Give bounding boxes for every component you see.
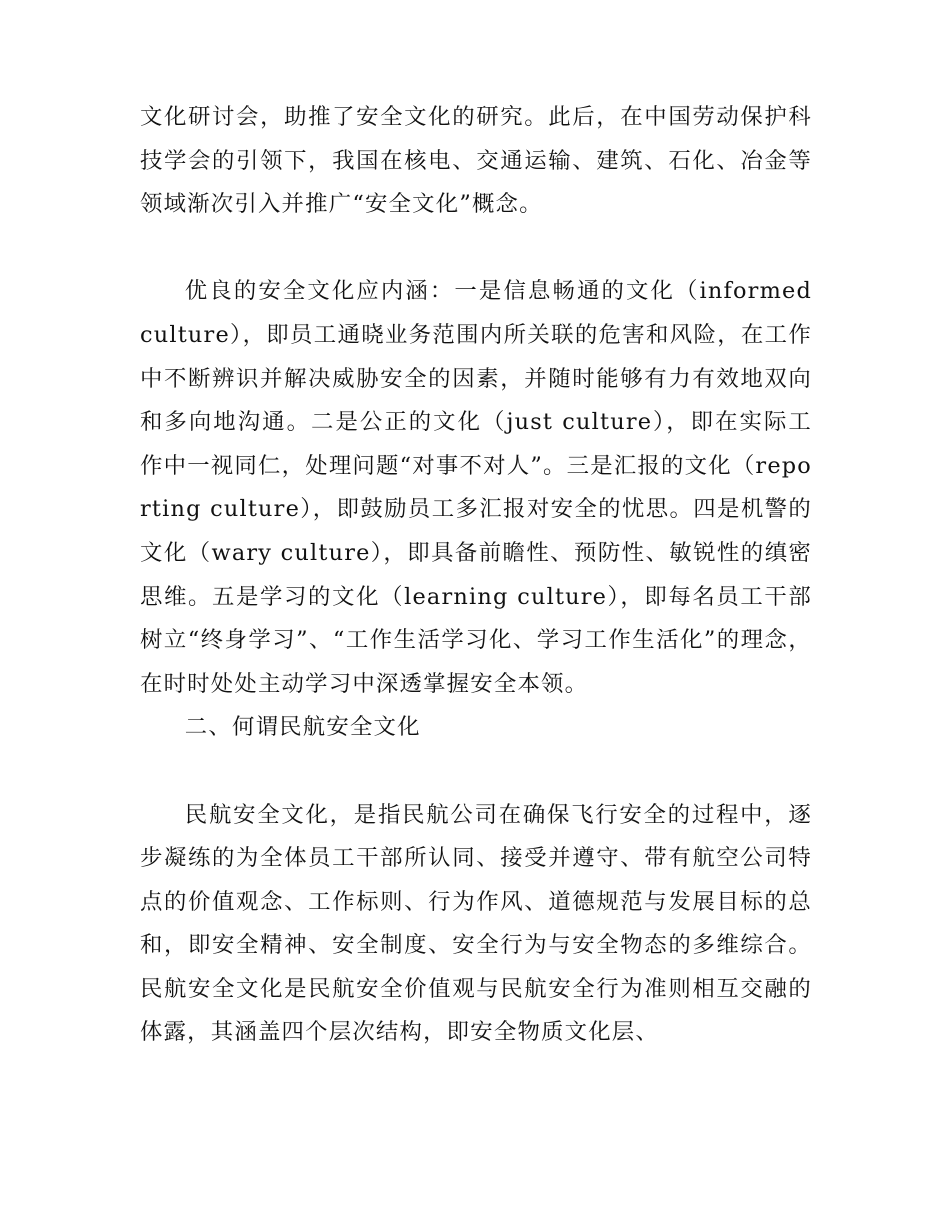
section-heading: 二、何谓民航安全文化 xyxy=(184,714,421,741)
document-body xyxy=(140,96,812,1055)
paragraph-safety-culture-elements: 优良的安全文化应内涵：一是信息畅通的文化（informed culture），即员工通晓业务范围内所关联的危害和风险，在工作中不断辨识并解决威胁安全的因素，并随时能够有力有效地双向和多向地沟通。二是公正的文化（just culture），即在实际工作中一视同仁，处理问题“对事不对人”。三是汇报的文化（reporting culture），即鼓励员工多汇报对安全的忧思。四是机警的文化（wary culture），即具备前瞻性、预防性、敏锐性的缜密思维。五是学习的文化（learning culture），即每名员工干部树立“终身学习”、“工作生活学习化、学习工作生活化”的理念，在时时处处主动学习中深透掌握安全本领。 xyxy=(140,278,812,697)
paragraph-continued: 文化研讨会，助推了安全文化的研究。此后，在中国劳动保护科技学会的引领下，我国在核电、交通运输、建筑、石化、冶金等领域渐次引入并推广“安全文化”概念。 xyxy=(140,104,812,218)
paragraph-civil-aviation-safety-culture: 民航安全文化，是指民航公司在确保飞行安全的过程中，逐步凝练的为全体员工干部所认同、接受并遵守、带有航空公司特点的价值观念、工作标则、行为作风、道德规范与发展目标的总和，即安全精神、安全制度、安全行为与安全物态的多维综合。民航安全文化是民航安全价值观与民航安全行为准则相互交融的体露，其涵盖四个层次结构，即安全物质文化层、 xyxy=(140,801,812,1046)
